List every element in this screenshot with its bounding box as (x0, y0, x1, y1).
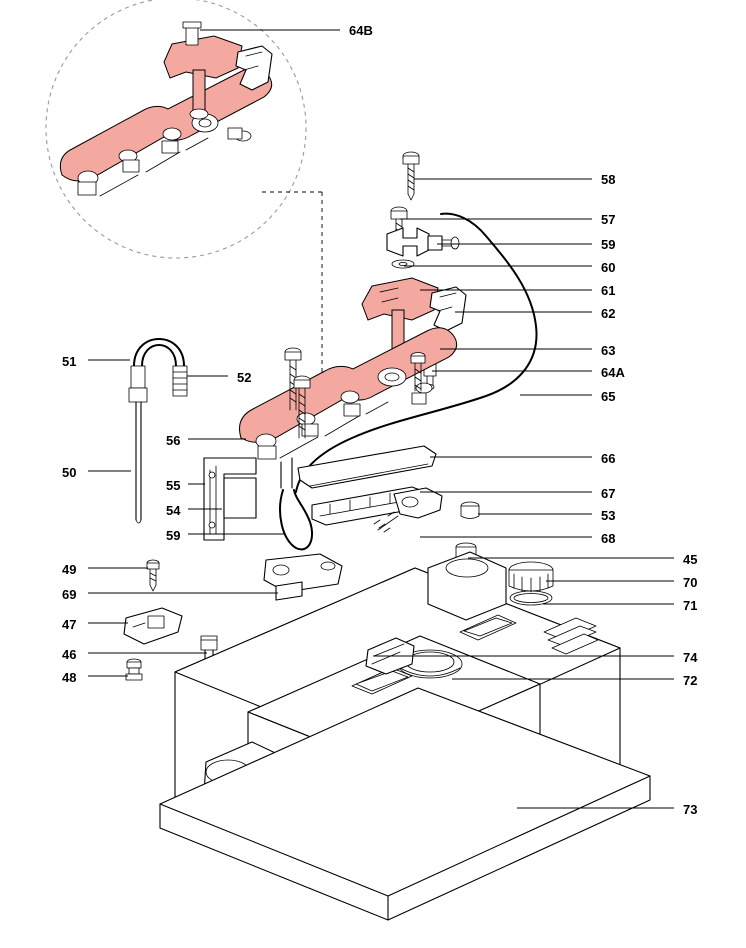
callout-62: 62 (601, 306, 616, 321)
part-71-o-ring (510, 591, 552, 605)
part-49-screw (147, 560, 159, 591)
part-62-clip (430, 287, 466, 331)
callout-51: 51 (62, 354, 77, 369)
callout-67: 67 (601, 486, 616, 501)
callout-50: 50 (62, 465, 77, 480)
callout-54: 54 (166, 503, 181, 518)
callout-59: 59 (601, 237, 616, 252)
callout-58: 58 (601, 172, 616, 187)
callout-57: 57 (601, 212, 616, 227)
part-70-oil-cap (509, 562, 553, 592)
part-48-fitting (126, 659, 142, 680)
detail-circle-group (46, 0, 322, 380)
callout-53: 53 (601, 508, 616, 523)
part-47-sensor (124, 608, 182, 644)
callout-64B: 64B (349, 23, 373, 38)
callout-63: 63 (601, 343, 616, 358)
callout-55: 55 (166, 478, 181, 493)
detail-rail-gasket (60, 68, 271, 196)
callout-59-lower: 59 (166, 528, 181, 543)
callout-47: 47 (62, 617, 77, 632)
callout-66: 66 (601, 451, 616, 466)
part-59-clamp (387, 228, 459, 256)
callout-71: 71 (683, 598, 698, 613)
callout-52: 52 (237, 370, 252, 385)
part-66-bracket (298, 446, 436, 488)
part-60-washer (392, 260, 414, 268)
callout-74: 74 (683, 650, 698, 665)
callout-70: 70 (683, 575, 698, 590)
callout-72: 72 (683, 673, 698, 688)
part-55-54-bracket (204, 458, 256, 540)
callout-65: 65 (601, 389, 616, 404)
callout-45: 45 (683, 552, 698, 567)
callout-69: 69 (62, 587, 77, 602)
callout-68: 68 (601, 531, 616, 546)
part-51-52-tube (129, 339, 187, 523)
callout-48: 48 (62, 670, 77, 685)
callout-61: 61 (601, 283, 616, 298)
callout-64A: 64A (601, 365, 625, 380)
callout-49: 49 (62, 562, 77, 577)
part-53-plug (461, 502, 479, 519)
part-58-bolt (403, 152, 419, 200)
callout-60: 60 (601, 260, 616, 275)
callout-73: 73 (683, 802, 698, 817)
callout-56: 56 (166, 433, 181, 448)
callout-46: 46 (62, 647, 77, 662)
